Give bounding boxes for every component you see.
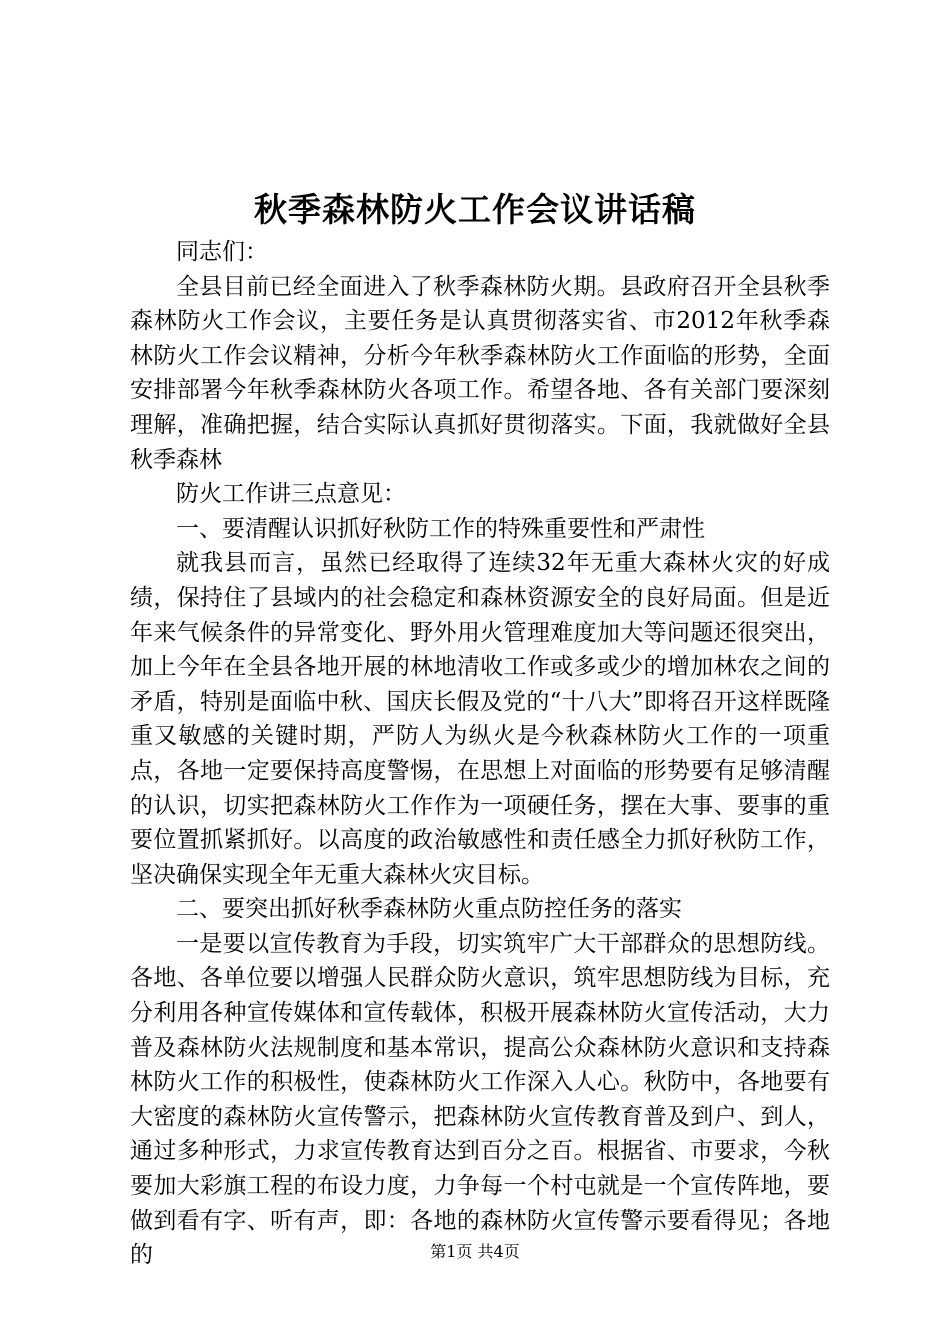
paragraph-intro-continued: 防火工作讲三点意见： [176,481,406,508]
section-heading-2: 二、要突出抓好秋季森林防火重点防控任务的落实 [176,896,682,923]
document-title: 秋季森林防火工作会议讲话稿 [254,190,696,229]
paragraph-section-1: 就我县而言，虽然已经取得了连续32年无重大森林火灾的好成绩，保持住了县域内的社会稳定和森林资源安全的良好局面。但是近年来气候条件的异常变化、野外用火管理难度加大等问题还很突出，加上今年在全县各地开展的林地清收工作或多或少的增加林农之间的矛盾，特别是面临中秋、国庆长假及党的“十八大”即将召开这样既隆重又敏感的关键时期，严防人为纵火是今秋森林防火工作的一项重点，各地一定要保持高度警惕，在思想上对面临的形势要有足够清醒的认识，切实把森林防火工作作为一项硬任务，摆在大事、要事的重要位置抓紧抓好。以高度的政治敏感性和责任感全力抓好秋防工作，坚决确保实现全年无重大森林火灾目标。 [130,550,830,888]
document-body [130,235,830,1273]
paragraph-section-2: 一是要以宣传教育为手段，切实筑牢广大干部群众的思想防线。各地、各单位要以增强人民群众防火意识，筑牢思想防线为目标，充分利用各种宣传媒体和宣传载体，积极开展森林防火宣传活动，大力普及森林防火法规制度和基本常识，提高公众森林防火意识和支持森林防火工作的积极性，使森林防火工作深入人心。秋防中，各地要有大密度的森林防火宣传警示，把森林防火宣传教育普及到户、到人，通过多种形式，力求宣传教育达到百分之百。根据省、市要求，今秋要加大彩旗工程的布设力度，力争每一个村屯就是一个宣传阵地，要做到看有字、听有声，即：各地的森林防火宣传警示要看得见；各地的 [130,930,830,1269]
section-heading-1: 一、要清醒认识抓好秋防工作的特殊重要性和严肃性 [176,515,705,542]
paragraph-intro: 全县目前已经全面进入了秋季森林防火期。县政府召开全县秋季森林防火工作会议，主要任务是认真贯彻落实省、市2012年秋季森林防火工作会议精神，分析今年秋季森林防火工作面临的形势，全面安排部署今年秋季森林防火各项工作。希望各地、各有关部门要深刻理解，准确把握，结合实际认真抓好贯彻落实。下面，我就做好全县秋季森林 [130,273,830,473]
salutation: 同志们： [176,239,268,265]
page-number: 第1页 共4页 [430,1242,520,1261]
